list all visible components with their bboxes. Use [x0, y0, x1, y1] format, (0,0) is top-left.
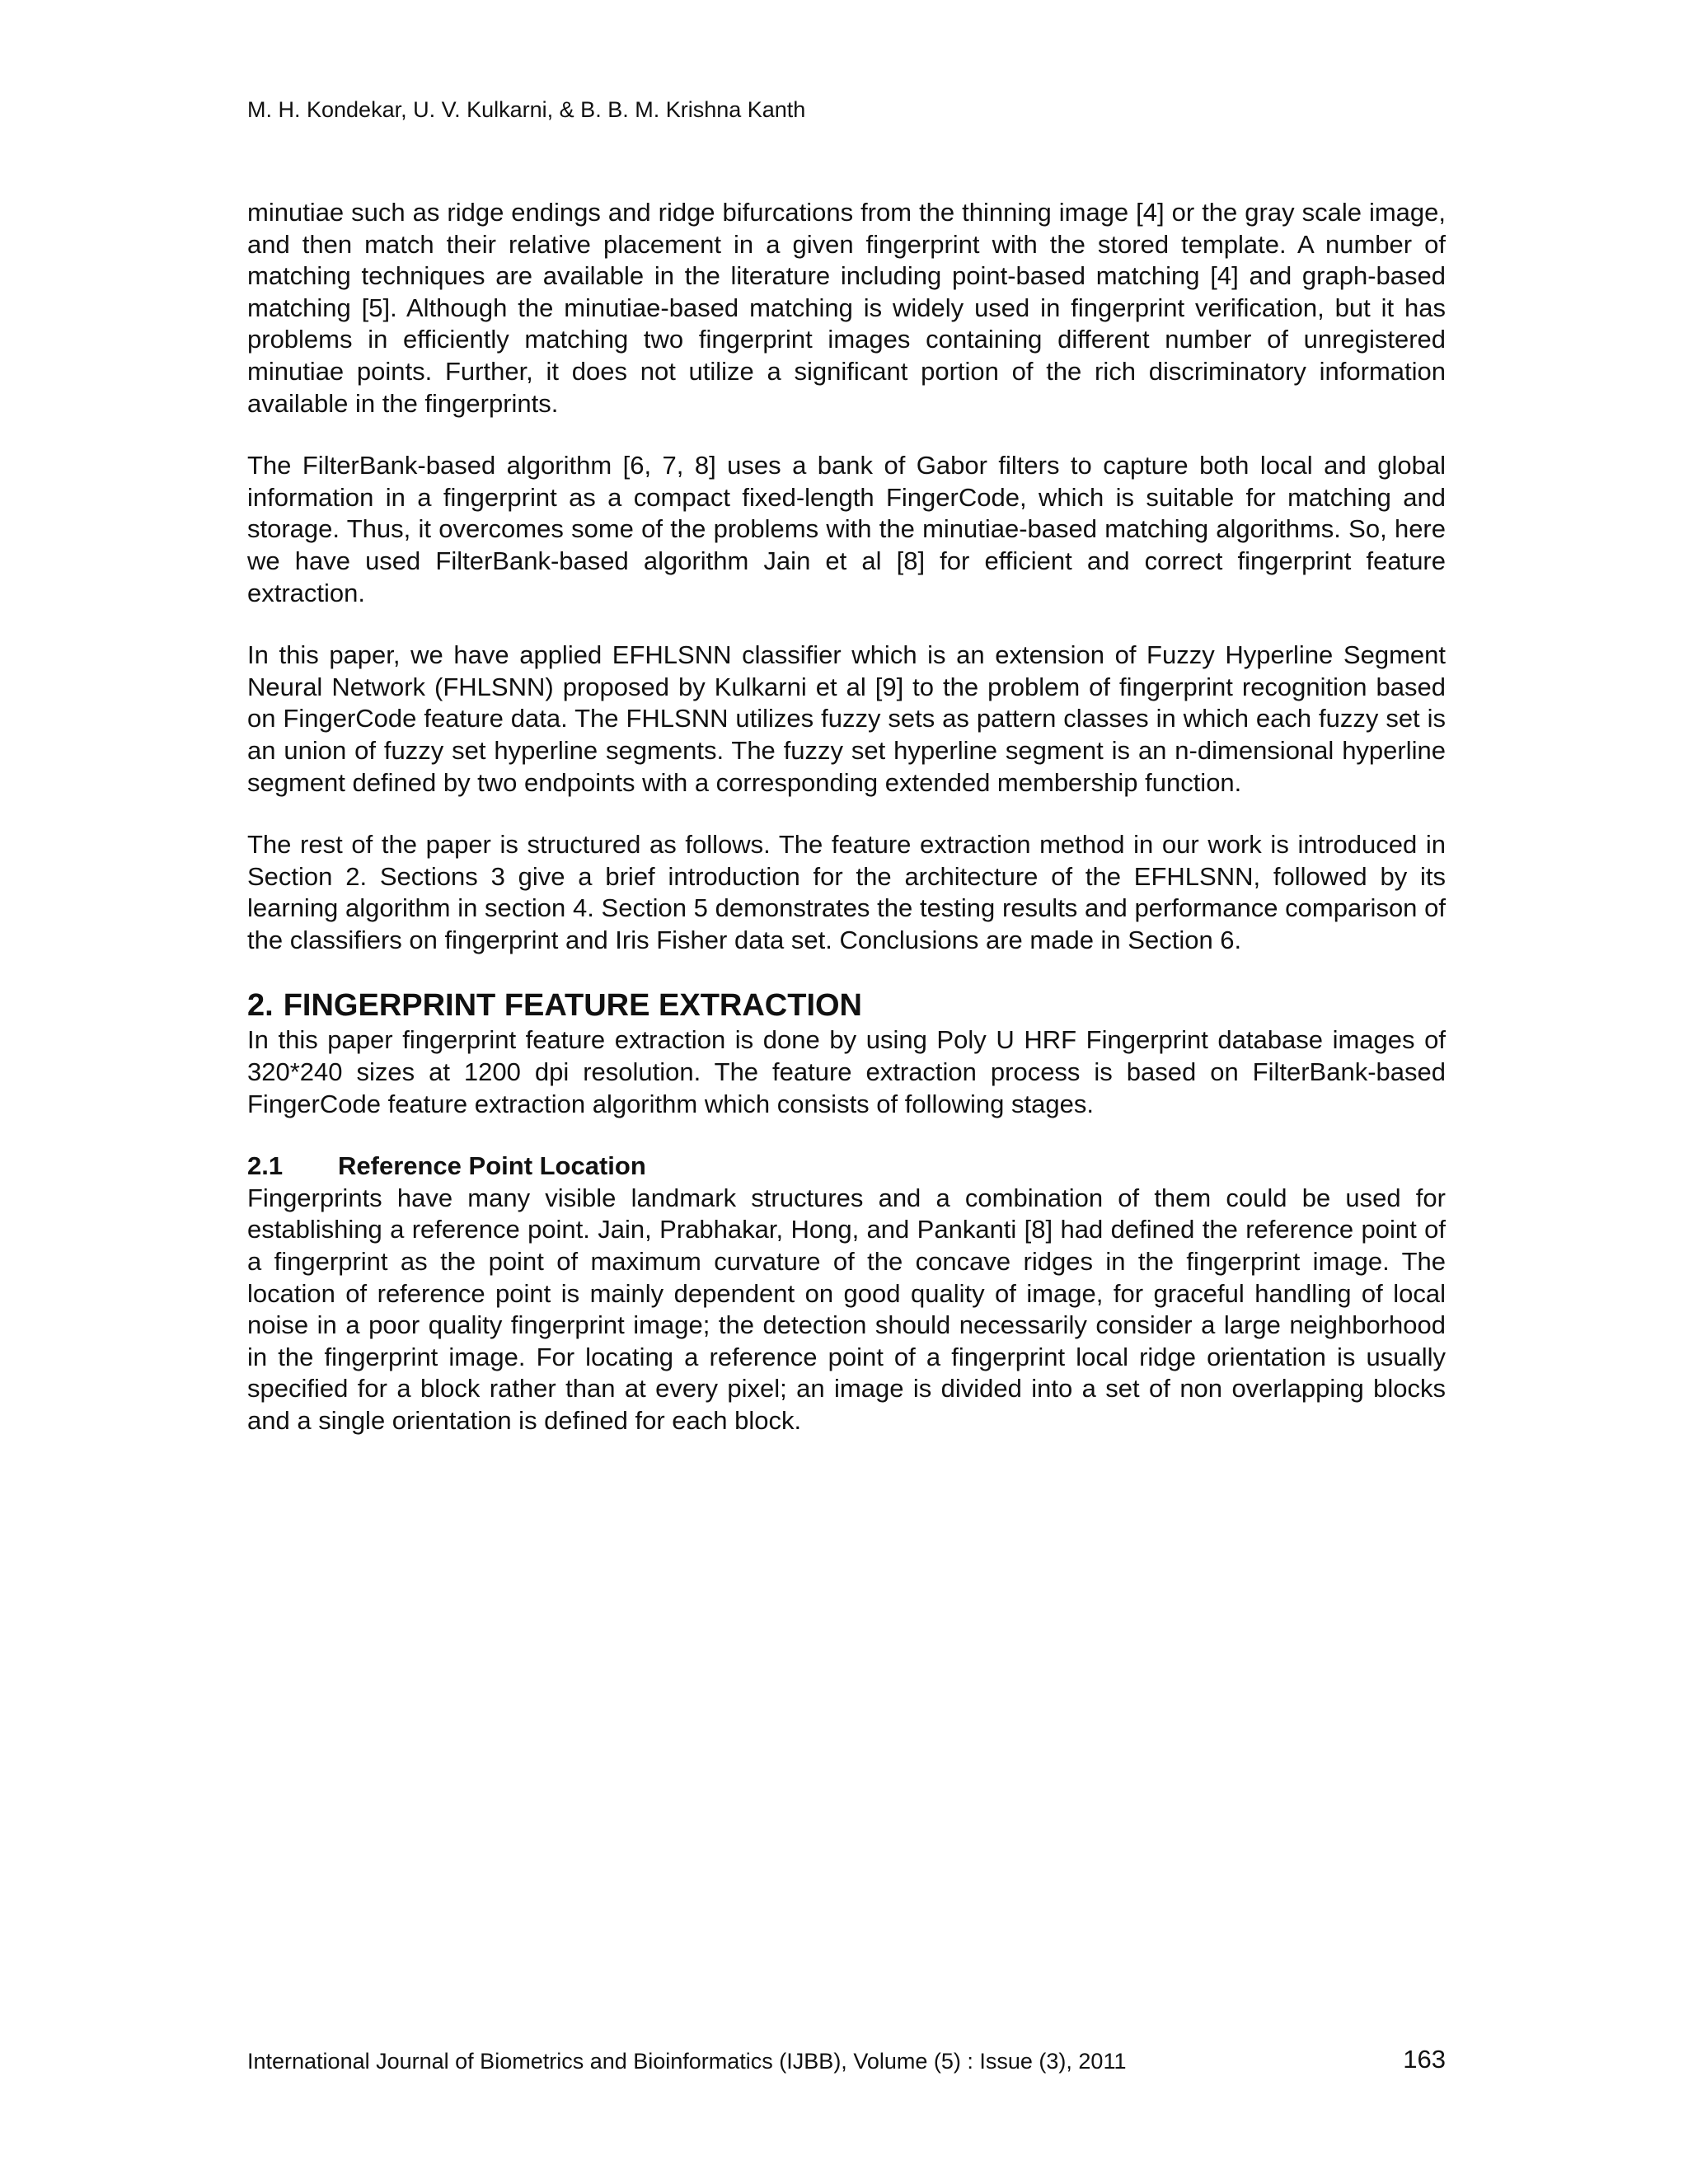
- section-heading-feature-extraction: [247, 987, 1446, 1024]
- subsection-heading-reference-point: [247, 1151, 1446, 1183]
- paragraph-reference-point: Fingerprints have many visible landmark structures and a combination of them could be used for establishing a reference point. Jain, Prabhakar, Hong, and Pankanti [8] had defined the reference point of a fingerprint as the point of maximum curvature of the concave ridges in the fingerprint image. The location of reference point is mainly dependent on good quality of image, for graceful handling of local noise in a poor quality fingerprint image; the detection should necessarily consider a large neighborhood in the fingerprint image. For locating a reference point of a fingerprint local ridge orientation is usually specified for a block rather than at every pixel; an image is divided into a set of non overlapping blocks and a single orientation is defined for each block.: [247, 1183, 1446, 1435]
- paragraph-filterbank: The FilterBank-based algorithm [6, 7, 8] uses a bank of Gabor filters to capture both local and global information in a fingerprint as a compact fixed-length FingerCode, which is suitable for matching and storage. Thus, it overcomes some of the problems with the minutiae-based matching algorithms. So, here we have used FilterBank-based algorithm Jain et al [8] for efficient and correct fingerprint feature extraction.: [247, 451, 1446, 607]
- paragraph-efhlsnn: In this paper, we have applied EFHLSNN classifier which is an extension of Fuzzy Hyperline Segment Neural Network (FHLSNN) proposed by Kulkarni et al [9] to the problem of fingerprint recognition based on FingerCode feature data. The FHLSNN utilizes fuzzy sets as pattern classes in which each fuzzy set is an union of fuzzy set hyperline segments. The fuzzy set hyperline segment is an n-dimensional hyperline segment defined by two endpoints with a corresponding extended membership function.: [247, 640, 1446, 797]
- paper-body: [247, 197, 1446, 1468]
- section-title: FINGERPRINT FEATURE EXTRACTION: [283, 988, 862, 1024]
- section-number: 2.: [247, 988, 274, 1024]
- footer-journal-citation: International Journal of Biometrics and Bioinformatics (IJBB), Volume (5) : Issue (3), 2011: [247, 2049, 1127, 2074]
- subsection-number: 2.1: [247, 1151, 284, 1181]
- paragraph-minutiae-matching: minutiae such as ridge endings and ridge bifurcations from the thinning image [4] or the gray scale image, and then match their relative placement in a given fingerprint with the stored template. A number of matching techniques are available in the literature including point-based matching [4] and graph-based matching [5]. Although the minutiae-based matching is widely used in fingerprint verification, but it has problems in efficiently matching two fingerprint images containing different number of unregistered minutiae points. Further, it does not utilize a significant portion of the rich discriminatory information available in the fingerprints.: [247, 198, 1446, 418]
- page-number: 163: [1403, 2045, 1446, 2074]
- running-header-authors: M. H. Kondekar, U. V. Kulkarni, & B. B. M. Krishna Kanth: [247, 97, 806, 122]
- paragraph-paper-structure: The rest of the paper is structured as follows. The feature extraction method in our work is introduced in Section 2. Sections 3 give a brief introduction for the architecture of the EFHLSNN, followed by its learning algorithm in section 4. Section 5 demonstrates the testing results and performance comparison of the classifiers on fingerprint and Iris Fisher data set. Conclusions are made in Section 6.: [247, 830, 1446, 954]
- paragraph-feature-extraction: In this paper fingerprint feature extraction is done by using Poly U HRF Fingerprint database images of 320*240 sizes at 1200 dpi resolution. The feature extraction process is based on FilterBank-based FingerCode feature extraction algorithm which consists of following stages.: [247, 1025, 1446, 1118]
- subsection-title: Reference Point Location: [338, 1151, 646, 1181]
